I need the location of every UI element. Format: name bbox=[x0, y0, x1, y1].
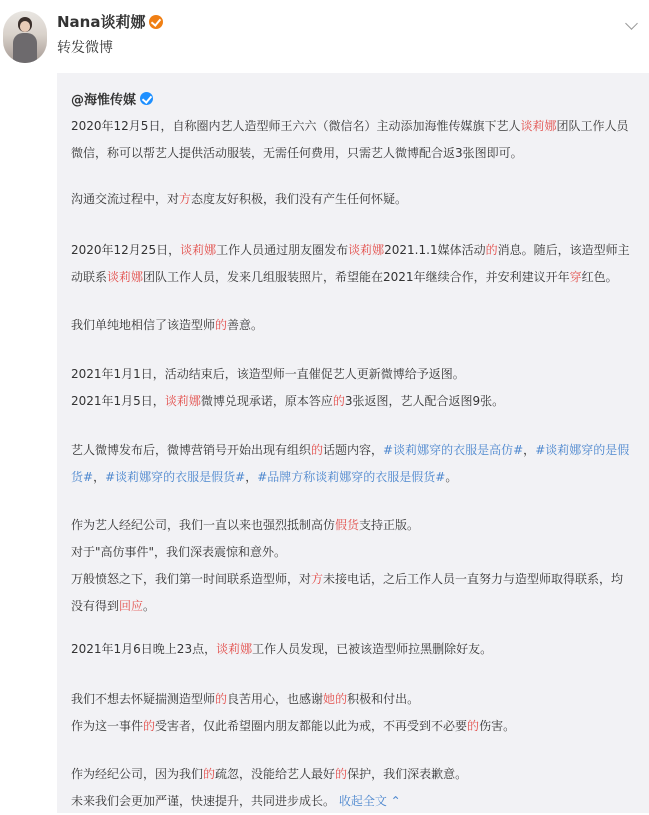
chevron-down-icon[interactable] bbox=[625, 17, 638, 30]
topic-link[interactable]: #品牌方称谈莉娜穿的衣服是假货# bbox=[257, 470, 446, 484]
highlight: 的 bbox=[335, 692, 348, 706]
username[interactable]: Nana谈莉娜 bbox=[57, 13, 146, 31]
highlight: 的 bbox=[311, 443, 324, 457]
avatar[interactable] bbox=[3, 11, 47, 63]
text: ， bbox=[523, 443, 536, 457]
paragraph-7 bbox=[71, 512, 631, 620]
source-account-name[interactable]: @海惟传媒 bbox=[71, 93, 137, 108]
text: 2021.1.1媒体活动 bbox=[384, 243, 486, 257]
reposted-card bbox=[57, 73, 649, 813]
text: 2021年1月1日，活动结束后，该造型师一直催促艺人更新微博给予返图。 bbox=[71, 367, 465, 381]
highlight-name: 谈莉娜 bbox=[348, 243, 385, 257]
text: 我们不想去怀疑揣测造型师 bbox=[71, 692, 216, 706]
text: 态度友好积极，我们没有产生任何怀疑。 bbox=[191, 192, 408, 206]
text: 良苦用心，也感谢 bbox=[227, 692, 324, 706]
text: 积极和付出。 bbox=[347, 692, 420, 706]
text: 2020年12月5日，自称圈内艺人造型师王六六（微信名）主动添加海惟传媒旗下艺人 bbox=[71, 119, 521, 133]
verified-blue-icon bbox=[140, 92, 153, 105]
highlight-name: 谈莉娜 bbox=[520, 119, 557, 133]
paragraph-5 bbox=[71, 361, 631, 415]
text: 红色。 bbox=[581, 270, 618, 284]
text: 疏忽，没能给艺人最好 bbox=[215, 767, 336, 781]
text: 艺人微博发布后，微博营销号开始出现有组织 bbox=[71, 443, 312, 457]
highlight-name: 谈莉娜 bbox=[107, 270, 144, 284]
topic-link[interactable]: #谈莉娜穿的衣服是假货# bbox=[105, 470, 246, 484]
source-account-row bbox=[71, 89, 153, 108]
highlight: 假货 bbox=[335, 518, 360, 532]
text: 微博兑现承诺，原本答应 bbox=[200, 394, 333, 408]
text: 3张返图，艺人配合返图9张。 bbox=[344, 394, 505, 408]
highlight: 的 bbox=[335, 767, 348, 781]
highlight: 穿 bbox=[569, 270, 582, 284]
paragraph-10 bbox=[71, 761, 631, 815]
highlight: 的 bbox=[215, 692, 228, 706]
repost-text: 转发微博 bbox=[57, 40, 113, 56]
text: 未接电话，之后工作人员一直努力与造型师取得联系，均没有得到 bbox=[71, 572, 624, 613]
text: ， bbox=[245, 470, 258, 484]
highlight: 回应 bbox=[119, 599, 144, 613]
paragraph-8 bbox=[71, 636, 631, 663]
highlight: 方 bbox=[179, 192, 192, 206]
text: 支持正版。 bbox=[359, 518, 420, 532]
text: 团队工作人员，发来几组服装照片，希望能在2021年继续合作，并安利建议开年 bbox=[143, 270, 570, 284]
highlight: 方 bbox=[311, 572, 324, 586]
paragraph-3 bbox=[71, 237, 631, 291]
avatar-figure bbox=[13, 33, 37, 63]
text: 我们单纯地相信了该造型师 bbox=[71, 318, 216, 332]
highlight-name: 谈莉娜 bbox=[164, 394, 201, 408]
text: 伤害。 bbox=[479, 719, 516, 733]
text: 沟通交流过程中，对 bbox=[71, 192, 180, 206]
highlight: 她 bbox=[323, 692, 336, 706]
text: ， bbox=[93, 470, 106, 484]
highlight-name: 谈莉娜 bbox=[180, 243, 217, 257]
paragraph-4 bbox=[71, 312, 631, 339]
collapse-link[interactable] bbox=[339, 794, 401, 808]
paragraph-1 bbox=[71, 113, 631, 167]
text: 作为这一事件 bbox=[71, 719, 144, 733]
collapse-up-icon: ⌃ bbox=[386, 794, 401, 808]
paragraph-2 bbox=[71, 186, 631, 213]
highlight: 的 bbox=[485, 243, 498, 257]
text: 话题内容， bbox=[323, 443, 384, 457]
highlight: 的 bbox=[332, 394, 345, 408]
text: 作为经纪公司，因为我们 bbox=[71, 767, 204, 781]
text: 。 bbox=[445, 470, 458, 484]
text: 工作人员通过朋友圈发布 bbox=[216, 243, 349, 257]
text: 作为艺人经纪公司，我们一直以来也强烈抵制高仿 bbox=[71, 518, 336, 532]
text: 2021年1月6日晚上23点， bbox=[71, 642, 217, 656]
highlight-name: 谈莉娜 bbox=[216, 642, 253, 656]
username-row bbox=[57, 12, 163, 32]
paragraph-9 bbox=[71, 686, 631, 740]
text: 保护，我们深表歉意。 bbox=[347, 767, 468, 781]
avatar-face bbox=[20, 21, 30, 32]
topic-link[interactable]: #谈莉娜穿的衣服是高仿# bbox=[383, 443, 524, 457]
text: 工作人员发现，已被该造型师拉黑删除好友。 bbox=[252, 642, 493, 656]
text: 2020年12月25日， bbox=[71, 243, 181, 257]
text: 消息。随后，该造型师主动联系 bbox=[71, 243, 630, 284]
topic-link[interactable]: #谈莉娜穿的是假货# bbox=[71, 443, 630, 484]
highlight: 的 bbox=[143, 719, 156, 733]
text: 未来我们会更加严谨，快速提升，共同进步成长。 bbox=[71, 794, 336, 808]
highlight: 的 bbox=[215, 318, 228, 332]
text: 善意。 bbox=[227, 318, 264, 332]
text: 2021年1月5日， bbox=[71, 394, 165, 408]
verified-orange-icon bbox=[149, 15, 163, 29]
text: 。 bbox=[143, 599, 156, 613]
collapse-link-label: 收起全文 bbox=[338, 794, 387, 808]
text: 对于"高仿事件"，我们深表震惊和意外。 bbox=[71, 545, 287, 559]
text: 团队工作人员微信，称可以帮艺人提供活动服装，无需任何费用，只需艺人微博配合返3张图即可。 bbox=[71, 119, 629, 160]
paragraph-6 bbox=[71, 437, 631, 491]
highlight: 的 bbox=[203, 767, 216, 781]
highlight: 的 bbox=[467, 719, 480, 733]
text: 万般愤怒之下，我们第一时间联系造型师，对 bbox=[71, 572, 312, 586]
text: 受害者，仅此希望圈内朋友都能以此为戒，不再受到不必要 bbox=[155, 719, 468, 733]
